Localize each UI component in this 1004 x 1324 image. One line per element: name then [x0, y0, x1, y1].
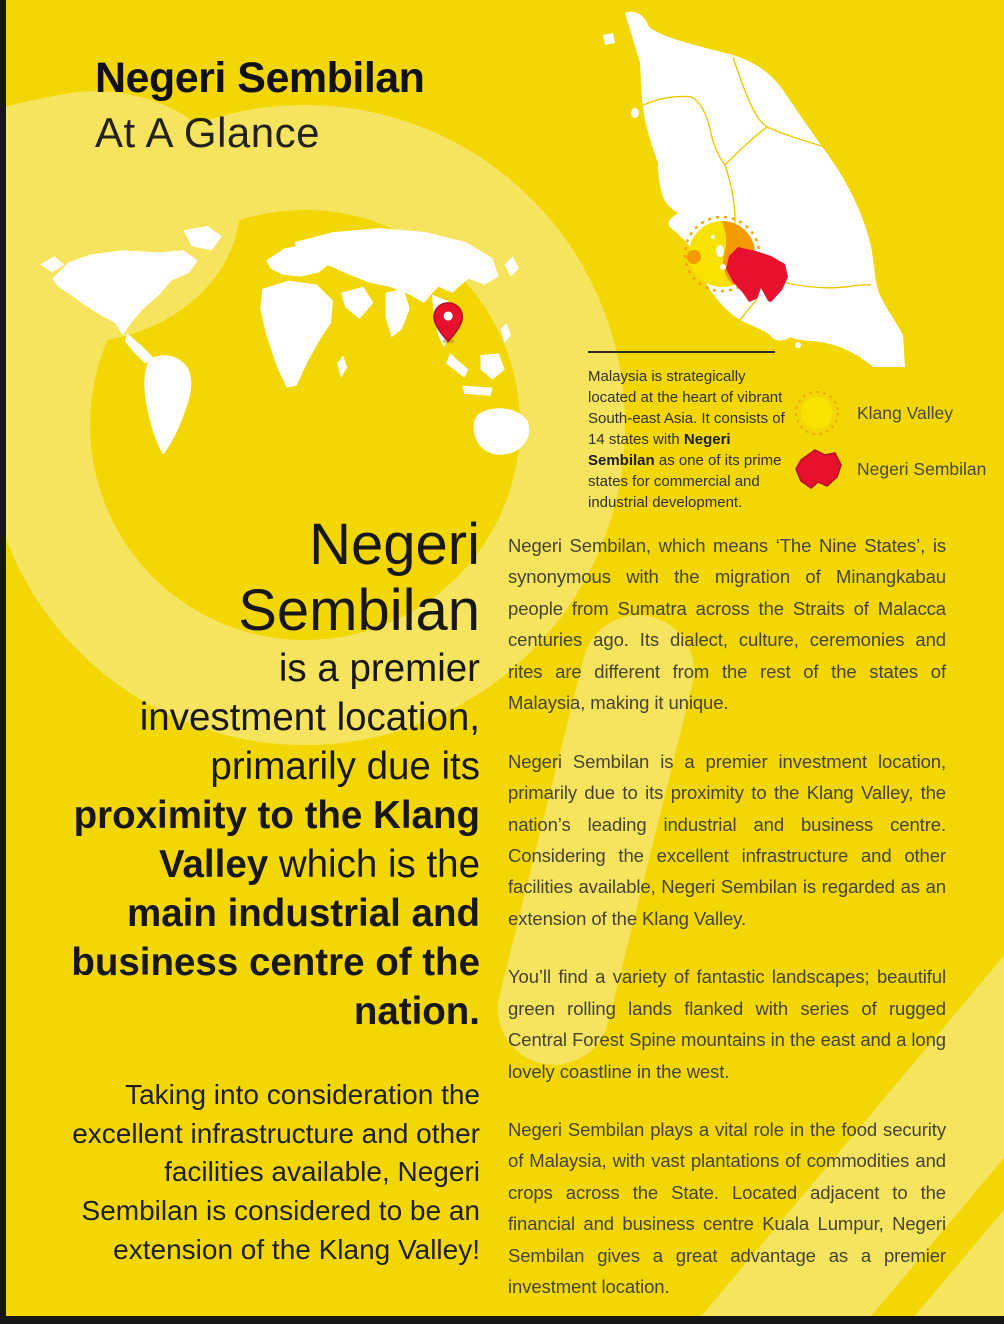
world-map-graphic: [30, 216, 535, 519]
legend-item-klang-valley: [791, 388, 986, 438]
negeri-sembilan-swatch-icon: [791, 444, 845, 494]
headline-line-1: Negeri: [309, 512, 480, 577]
headline-line-10: nation.: [353, 990, 480, 1033]
caption-text-post: as one of its prime states for commercial and industrial development.: [588, 452, 782, 511]
headline-line-6: proximity to the Klang: [73, 794, 480, 837]
peninsular-malaysia-map: [573, 5, 905, 367]
body-paragraph-2: Negeri Sembilan is a premier investment location, primarily due to its proximity to the Klang Valley, the nation’s leading industrial and business centre. Considering the excellent infrastructure and other facilities available, Negeri Sembilan is regarded as an extension of the Klang Valley.: [508, 750, 946, 929]
map-legend: [791, 388, 986, 500]
title-line-1: Negeri Sembilan: [95, 54, 425, 102]
headline-line-8: main industrial and: [127, 892, 480, 935]
body-paragraph-1: Negeri Sembilan, which means ‘The Nine States’, is synonymous with the migration of Minangkabau people from Sumatra across the Straits of Malacca centuries ago. Its dialect, culture, ceremonies and rites are different from the rest of the states of Malaysia, making it unique.: [508, 535, 946, 714]
page-title: [95, 56, 424, 155]
malaysia-map-graphic: [573, 5, 905, 367]
headline-line-7-bold: Valley: [158, 843, 269, 886]
headline-line-7-light: which is the: [268, 843, 480, 886]
caption-text-bold: Negeri Sembilan: [588, 431, 731, 469]
world-map: [30, 216, 535, 519]
bottom-edge-bar: [0, 1316, 1004, 1324]
headline: [48, 512, 480, 1036]
location-pin-icon: [434, 303, 462, 343]
headline-line-9: business centre of the: [71, 941, 480, 984]
body-column: [508, 530, 946, 1324]
caption-divider: [588, 351, 775, 353]
headline-line-7: [48, 840, 480, 889]
headline-line-3: is a premier: [278, 647, 480, 690]
map-caption: [588, 366, 790, 513]
left-edge-bar: [0, 0, 6, 1324]
klang-valley-swatch-icon: [791, 388, 845, 438]
legend-item-negeri-sembilan: [791, 444, 986, 494]
headline-line-2: Sembilan: [238, 578, 480, 643]
body-paragraph-3: You’ll find a variety of fantastic landscapes; beautiful green rolling lands flanked with series of rugged Central Forest Spine mountains in the east and a long lovely coastline in the west.: [508, 966, 946, 1082]
headline-line-5: primarily due its: [210, 745, 480, 788]
legend-label-negeri-sembilan: Negeri Sembilan: [857, 458, 987, 479]
intro-note: Taking into consideration the excellent infrastructure and other facilities available, Negeri Sembilan is considered to be an extension of the Klang Valley!: [72, 1079, 480, 1265]
headline-line-4: investment location,: [139, 696, 480, 739]
title-line-2: At A Glance: [95, 109, 320, 157]
legend-label-klang-valley: Klang Valley: [857, 402, 953, 423]
body-paragraph-4: Negeri Sembilan plays a vital role in the food security of Malaysia, with vast plantations of commodities and crops across the State. Located adjacent to the financial and business centre Kuala Lumpur, Negeri Sembilan gives a great advantage as a premier investment location.: [508, 1119, 946, 1298]
caption-text-pre: Malaysia is strategically located at the heart of vibrant South-east Asia. It consists of 14 states with: [588, 368, 785, 448]
